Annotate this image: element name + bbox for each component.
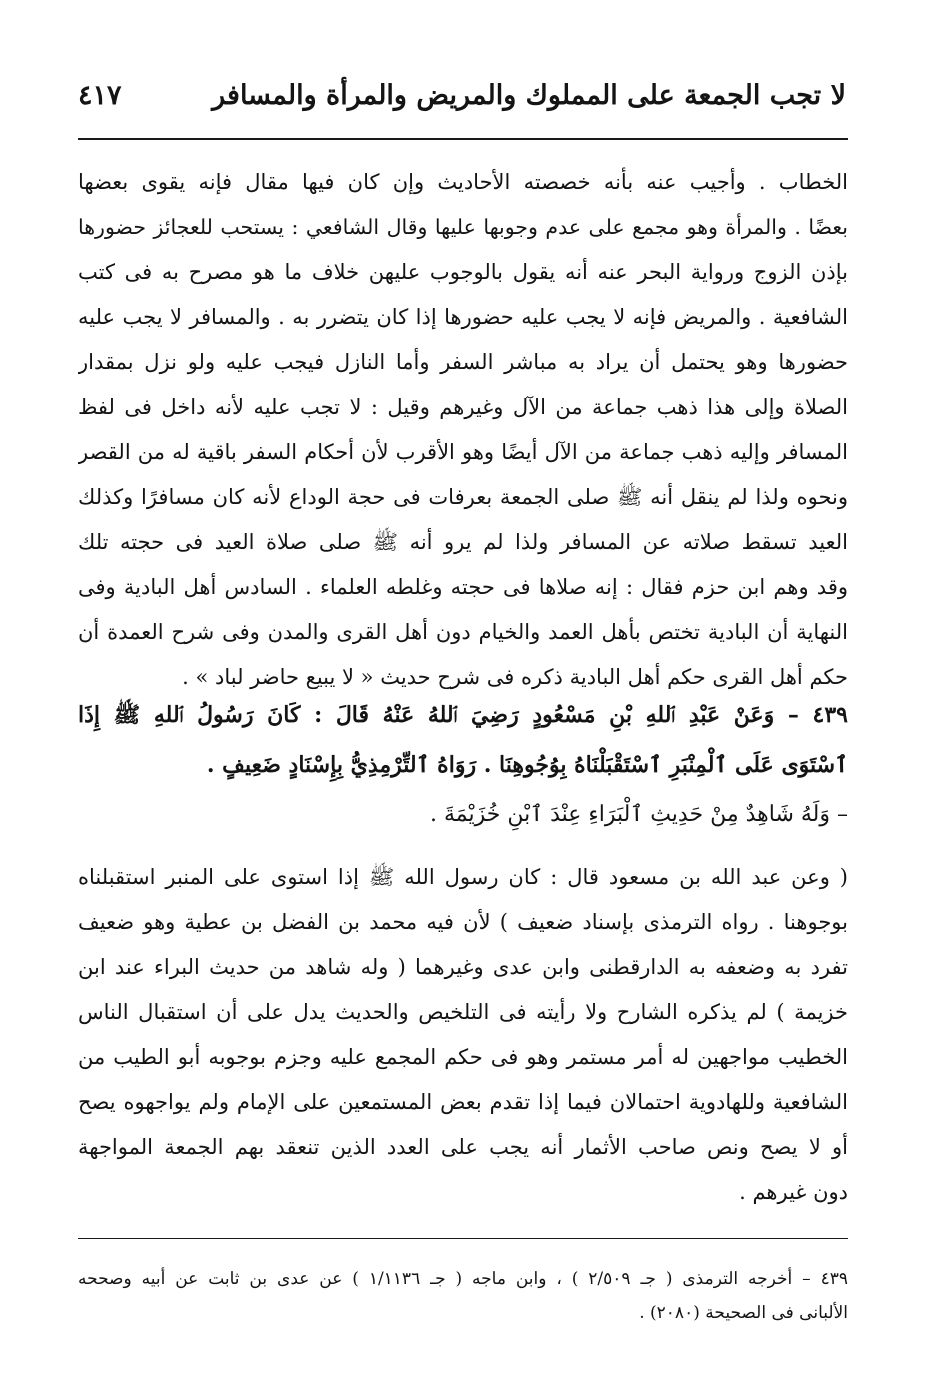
text-line: بإذن الزوج ورواية البحر عنه أنه يقول بالوجوب عليهن خلاف ما هو مصرح به فى كتب	[78, 260, 848, 284]
text-line: الشافعية . والمريض فإنه لا يجب عليه حضورها إذا كان يتضرر به . والمسافر لا يجب عليه	[78, 305, 848, 329]
running-title: لا تجب الجمعة على المملوك والمريض والمرأة والمسافر	[212, 79, 846, 111]
footnote-line: الألبانى فى الصحيحة (٢٠٨٠) .	[639, 1303, 848, 1323]
text-line: حضورها وهو يحتمل أن يراد به مباشر السفر وأما النازل فيجب عليه ولو نزل بمقدار	[78, 350, 848, 374]
commentary-paragraph-1	[78, 160, 848, 700]
text-line: حكم أهل القرى حكم أهل البادية ذكره فى شرح حديث « لا يبيع حاضر لباد » .	[182, 665, 848, 689]
hadith-line: ٤٣٩ – وَعَنْ عَبْدِ ٱللهِ بْنِ مَسْعُودٍ رَضِيَ ٱللهُ عَنْهُ قَالَ : كَانَ رَسُولُ ٱللهِ ﷺ إِذَا	[78, 702, 848, 728]
text-line: خزيمة ) لم يذكره الشارح ولا رأيته فى التلخيص والحديث يدل على أن استقبال الناس	[78, 1000, 848, 1024]
hadith-text	[78, 690, 848, 840]
text-line: النهاية أن البادية تختص بأهل العمد والخيام دون أهل القرى والمدن وفى شرح العمدة أن	[78, 620, 848, 644]
footnote-line: ٤٣٩ – أخرجه الترمذى ( جـ ٢/٥٠٩ ) ، وابن ماجه ( جـ ١/١١٣٦ ) عن عدى بن ثابت عن أبيه وصححه	[78, 1269, 848, 1289]
footnote-rule	[78, 1238, 848, 1239]
commentary-paragraph-2	[78, 855, 848, 1215]
text-line: العيد تسقط صلاته عن المسافر ولذا لم يرو أنه ﷺ صلى صلاة العيد فى حجته تلك	[78, 530, 848, 554]
page-header	[78, 70, 846, 120]
text-line: تفرد به وضعفه به الدارقطنى وابن عدى وغيرهما ( وله شاهد من حديث البراء عند ابن	[78, 955, 848, 979]
page-number: ٤١٧	[78, 79, 122, 111]
text-line: المسافر وإليه ذهب جماعة من الآل أيضًا وهو الأقرب لأن أحكام السفر باقية له من القصر	[78, 440, 848, 464]
text-line: بعضًا . والمرأة وهو مجمع على عدم وجوبها عليها وقال الشافعي : يستحب للعجائز حضورها	[78, 215, 848, 239]
hadith-shahid: – وَلَهُ شَاهِدٌ مِنْ حَدِيثِ ٱلْبَرَاءِ عِنْدَ ٱبْنِ خُزَيْمَةَ .	[429, 802, 848, 827]
text-line: الخطيب مواجهين له أمر مستمر وهو فى حكم المجمع عليه وجزم بوجوبه أبو الطيب من	[78, 1045, 848, 1069]
text-line: بوجوهنا . رواه الترمذى بإسناد ضعيف ) لأن فيه محمد بن الفضل بن عطية وهو ضعيف	[78, 910, 848, 934]
text-line: الشافعية وللهادوية احتمالان فيما إذا تقدم بعض المستمعين على الإمام ولم يواجهوه يصح	[78, 1090, 848, 1114]
text-line: وقد وهم ابن حزم فقال : إنه صلاها فى حجته وغلطه العلماء . السادس أهل البادية وفى	[78, 575, 848, 599]
text-line: دون غيرهم .	[739, 1180, 848, 1204]
text-line: الخطاب . وأجيب عنه بأنه خصصته الأحاديث وإن كان فيها مقال فإنه يقوى بعضها	[78, 170, 848, 194]
text-line: ونحوه ولذا لم ينقل أنه ﷺ صلى الجمعة بعرفات فى حجة الوداع لأنه كان مسافرًا وكذلك	[78, 485, 848, 509]
header-rule	[78, 138, 848, 140]
text-line: الصلاة وإلى هذا ذهب جماعة من الآل وغيرهم وقيل : لا تجب عليه لأنه داخل فى لفظ	[78, 395, 848, 419]
hadith-line: ٱسْتَوَى عَلَى ٱلْمِنْبَرِ ٱسْتَقْبَلْنَاهُ بِوُجُوهِنَا . رَوَاهُ ٱلتِّرْمِذِيُّ بِإِسْنَادٍ ضَعِيفٍ .	[206, 752, 848, 778]
footnote	[78, 1262, 848, 1330]
text-line: ( وعن عبد الله بن مسعود قال : كان رسول الله ﷺ إذا استوى على المنبر استقبلناه	[78, 865, 848, 889]
text-line: أو لا يصح ونص صاحب الأثمار أنه يجب على العدد الذين تنعقد بهم الجمعة المواجهة	[78, 1135, 848, 1159]
